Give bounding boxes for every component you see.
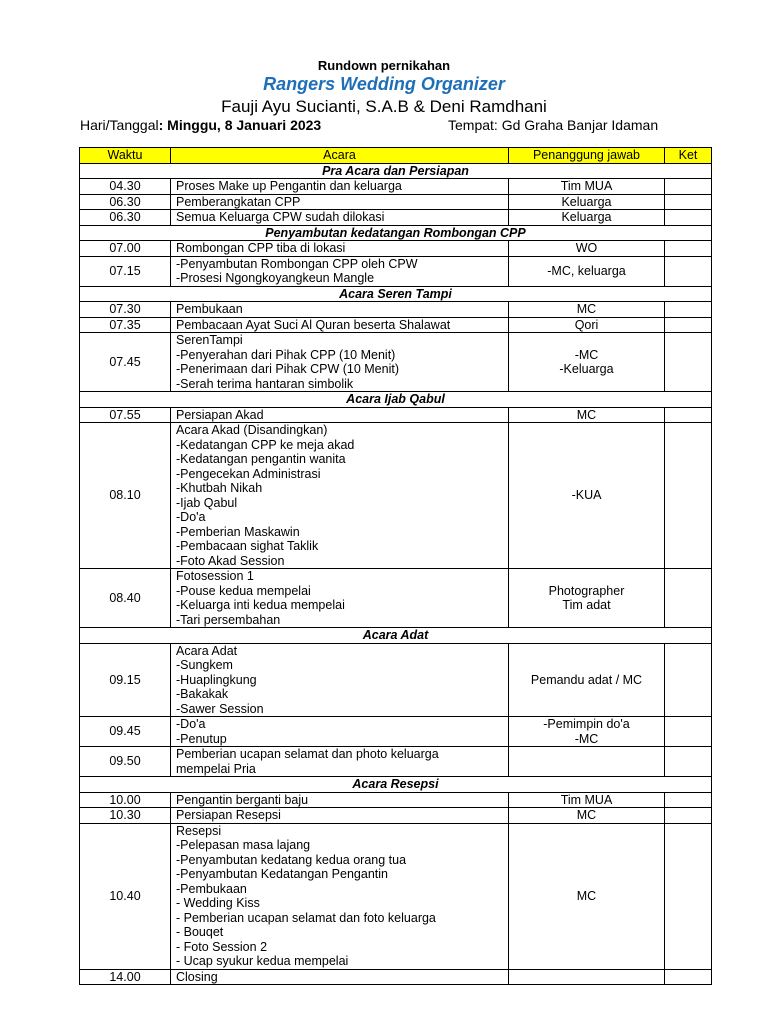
activity-cell bbox=[171, 302, 509, 318]
time-cell: 10.40 bbox=[80, 823, 171, 969]
activity-cell bbox=[171, 969, 509, 985]
activity-line: -Serah terima hantaran simbolik bbox=[176, 376, 354, 391]
responsible-line: Keluarga bbox=[561, 210, 612, 224]
responsible-cell bbox=[509, 423, 665, 569]
activity-line: -Kedatangan CPP ke meja akad bbox=[176, 437, 355, 452]
table-row bbox=[80, 643, 712, 717]
responsible-cell bbox=[509, 302, 665, 318]
table-row bbox=[80, 423, 712, 569]
couple-names: Fauji Ayu Sucianti, S.A.B & Deni Ramdhani bbox=[221, 97, 547, 116]
responsible-line: -KUA bbox=[571, 488, 602, 503]
table-row bbox=[80, 302, 712, 318]
activity-line: -Pembukaan bbox=[176, 881, 247, 896]
notes-cell bbox=[665, 302, 712, 318]
notes-cell bbox=[665, 333, 712, 392]
activity-line: Acara Adat bbox=[176, 643, 238, 658]
activity-cell bbox=[171, 808, 509, 824]
table-header-row bbox=[80, 148, 712, 164]
activity-line: -Tari persembahan bbox=[176, 612, 281, 627]
activity-line: -Penutup bbox=[176, 731, 227, 746]
responsible-cell bbox=[509, 407, 665, 423]
document-title: Rundown pernikahan bbox=[317, 58, 451, 73]
table-row bbox=[80, 823, 712, 969]
responsible-line: MC bbox=[576, 302, 597, 316]
activity-line: Pengantin berganti baju bbox=[176, 792, 309, 807]
activity-cell bbox=[171, 407, 509, 423]
activity-line: Proses Make up Pengantin dan keluarga bbox=[176, 179, 402, 193]
notes-cell bbox=[665, 969, 712, 985]
section-row bbox=[80, 777, 712, 793]
table-body bbox=[80, 163, 712, 985]
table-row bbox=[80, 256, 712, 286]
activity-line: Pemberian ucapan selamat dan photo keluarga bbox=[176, 747, 439, 761]
activity-line: -Foto Akad Session bbox=[176, 553, 285, 568]
activity-line: -Bakakak bbox=[176, 687, 229, 701]
time-cell: 10.00 bbox=[80, 792, 171, 808]
responsible-cell bbox=[509, 747, 665, 777]
section-row bbox=[80, 225, 712, 241]
activity-line: -Penyambutan Rombongan CPP oleh CPW bbox=[176, 256, 418, 271]
activity-line: Semua Keluarga CPW sudah dilokasi bbox=[176, 210, 385, 224]
activity-line: -Do'a bbox=[176, 717, 206, 731]
date-label: Hari/Tanggal bbox=[80, 117, 159, 133]
time-cell: 09.45 bbox=[80, 717, 171, 747]
table-row bbox=[80, 317, 712, 333]
activity-line: -Kedatangan pengantin wanita bbox=[176, 452, 346, 466]
responsible-line: Pemandu adat / MC bbox=[530, 672, 643, 687]
rundown-table bbox=[79, 147, 712, 985]
activity-cell bbox=[171, 210, 509, 226]
responsible-line: Tim MUA bbox=[560, 792, 613, 807]
event-place: Tempat: Gd Graha Banjar Idaman bbox=[448, 117, 659, 133]
responsible-line: -MC bbox=[574, 347, 599, 362]
responsible-line: -Keluarga bbox=[559, 362, 614, 376]
responsible-cell bbox=[509, 823, 665, 969]
responsible-line: Tim adat bbox=[562, 598, 611, 612]
activity-line: -Pelepasan masa lajang bbox=[176, 838, 311, 852]
activity-cell bbox=[171, 423, 509, 569]
activity-line: Pembukaan bbox=[176, 302, 243, 316]
notes-cell bbox=[665, 194, 712, 210]
activity-line: - Foto Session 2 bbox=[176, 939, 268, 954]
activity-line: -Do'a bbox=[176, 510, 206, 524]
section-row bbox=[80, 163, 712, 179]
section-heading: Acara Resepsi bbox=[80, 777, 712, 793]
organizer-name: Rangers Wedding Organizer bbox=[263, 74, 505, 94]
time-cell: 09.50 bbox=[80, 747, 171, 777]
activity-line: SerenTampi bbox=[176, 333, 243, 347]
responsible-line: WO bbox=[575, 241, 598, 255]
responsible-line: Qori bbox=[574, 317, 599, 332]
responsible-line: Keluarga bbox=[561, 194, 612, 209]
activity-line: -Penyambutan Kedatangan Pengantin bbox=[176, 867, 388, 881]
activity-line: -Huaplingkung bbox=[176, 672, 257, 687]
responsible-line: Photographer bbox=[548, 583, 625, 598]
responsible-line: -MC bbox=[574, 731, 599, 746]
section-heading: Acara Ijab Qabul bbox=[80, 392, 712, 408]
notes-cell bbox=[665, 317, 712, 333]
responsible-cell bbox=[509, 317, 665, 333]
activity-cell bbox=[171, 569, 509, 628]
activity-line: Pembacaan Ayat Suci Al Quran beserta Shalawat bbox=[176, 317, 451, 332]
responsible-cell bbox=[509, 643, 665, 717]
activity-cell bbox=[171, 643, 509, 717]
notes-cell bbox=[665, 747, 712, 777]
time-cell: 08.40 bbox=[80, 569, 171, 628]
activity-line: -Pembacaan sighat Taklik bbox=[176, 539, 319, 553]
table-row bbox=[80, 179, 712, 195]
notes-cell bbox=[665, 792, 712, 808]
time-cell: 09.15 bbox=[80, 643, 171, 717]
activity-line: Rombongan CPP tiba di lokasi bbox=[176, 241, 346, 255]
column-header-acara: Acara bbox=[171, 148, 509, 164]
activity-cell bbox=[171, 792, 509, 808]
notes-cell bbox=[665, 179, 712, 195]
activity-cell bbox=[171, 317, 509, 333]
time-cell: 14.00 bbox=[80, 969, 171, 985]
time-cell: 07.35 bbox=[80, 317, 171, 333]
notes-cell bbox=[665, 256, 712, 286]
date-value: : Minggu, 8 Januari 2023 bbox=[158, 117, 322, 133]
responsible-line: MC bbox=[576, 888, 597, 903]
activity-line: - Ucap syukur kedua mempelai bbox=[176, 954, 349, 968]
responsible-line: -Pemimpin do'a bbox=[543, 717, 630, 731]
activity-line: -Pemberian Maskawin bbox=[176, 524, 300, 539]
activity-line: -Prosesi Ngongkoyangkeun Mangle bbox=[176, 271, 375, 285]
activity-line: -Pengecekan Administrasi bbox=[176, 466, 321, 481]
table-row bbox=[80, 808, 712, 824]
section-heading: Pra Acara dan Persiapan bbox=[80, 163, 712, 179]
responsible-cell bbox=[509, 210, 665, 226]
notes-cell bbox=[665, 717, 712, 747]
event-info bbox=[80, 117, 700, 133]
column-header-ket: Ket bbox=[665, 148, 712, 164]
notes-cell bbox=[665, 423, 712, 569]
time-cell: 07.00 bbox=[80, 241, 171, 257]
activity-line: -Keluarga inti kedua mempelai bbox=[176, 598, 345, 612]
activity-cell bbox=[171, 333, 509, 392]
activity-cell bbox=[171, 717, 509, 747]
activity-cell bbox=[171, 179, 509, 195]
time-cell: 07.30 bbox=[80, 302, 171, 318]
notes-cell bbox=[665, 241, 712, 257]
notes-cell bbox=[665, 808, 712, 824]
activity-line: Fotosession 1 bbox=[176, 569, 254, 583]
section-heading: Acara Seren Tampi bbox=[80, 286, 712, 302]
table-row bbox=[80, 333, 712, 392]
column-header-penanggung-jawab: Penanggung jawab bbox=[509, 148, 665, 164]
time-cell: 04.30 bbox=[80, 179, 171, 195]
activity-line: Persiapan Akad bbox=[176, 407, 264, 422]
time-cell: 07.15 bbox=[80, 256, 171, 286]
responsible-line: Tim MUA bbox=[560, 179, 613, 193]
section-heading: Penyambutan kedatangan Rombongan CPP bbox=[80, 225, 712, 241]
section-row bbox=[80, 392, 712, 408]
responsible-line: -MC, keluarga bbox=[547, 263, 626, 278]
activity-line: Persiapan Resepsi bbox=[176, 808, 281, 822]
table-row bbox=[80, 407, 712, 423]
table-row bbox=[80, 747, 712, 777]
responsible-cell bbox=[509, 179, 665, 195]
responsible-cell bbox=[509, 717, 665, 747]
activity-line: -Sawer Session bbox=[176, 701, 264, 716]
table-row bbox=[80, 210, 712, 226]
section-heading: Acara Adat bbox=[80, 628, 712, 644]
responsible-cell bbox=[509, 969, 665, 985]
table-row bbox=[80, 241, 712, 257]
activity-cell bbox=[171, 747, 509, 777]
time-cell: 06.30 bbox=[80, 210, 171, 226]
activity-line: -Ijab Qabul bbox=[176, 495, 238, 510]
activity-line: - Bouqet bbox=[176, 925, 224, 939]
time-cell: 07.55 bbox=[80, 407, 171, 423]
activity-line: -Penyerahan dari Pihak CPP (10 Menit) bbox=[176, 347, 396, 362]
activity-line: Acara Akad (Disandingkan) bbox=[176, 423, 328, 437]
section-row bbox=[80, 286, 712, 302]
notes-cell bbox=[665, 643, 712, 717]
responsible-cell bbox=[509, 256, 665, 286]
activity-cell bbox=[171, 194, 509, 210]
responsible-line: MC bbox=[576, 407, 597, 422]
activity-line: Resepsi bbox=[176, 823, 222, 838]
activity-line: -Khutbah Nikah bbox=[176, 481, 263, 495]
activity-line: - Wedding Kiss bbox=[176, 896, 260, 910]
time-cell: 08.10 bbox=[80, 423, 171, 569]
column-header-waktu: Waktu bbox=[80, 148, 171, 164]
responsible-cell bbox=[509, 569, 665, 628]
activity-line: -Pouse kedua mempelai bbox=[176, 583, 311, 598]
activity-line: -Penerimaan dari Pihak CPW (10 Menit) bbox=[176, 362, 399, 376]
section-row bbox=[80, 628, 712, 644]
responsible-cell bbox=[509, 333, 665, 392]
table-row bbox=[80, 969, 712, 985]
activity-cell bbox=[171, 241, 509, 257]
notes-cell bbox=[665, 210, 712, 226]
table-row bbox=[80, 569, 712, 628]
activity-line: mempelai Pria bbox=[176, 761, 256, 776]
activity-cell bbox=[171, 256, 509, 286]
activity-line: -Penyambutan kedatang kedua orang tua bbox=[176, 852, 407, 867]
notes-cell bbox=[665, 407, 712, 423]
responsible-line: MC bbox=[576, 808, 597, 822]
time-cell: 10.30 bbox=[80, 808, 171, 824]
table-row bbox=[80, 717, 712, 747]
time-cell: 07.45 bbox=[80, 333, 171, 392]
responsible-cell bbox=[509, 808, 665, 824]
responsible-cell bbox=[509, 241, 665, 257]
activity-line: - Pemberian ucapan selamat dan foto keluarga bbox=[176, 910, 436, 925]
notes-cell bbox=[665, 569, 712, 628]
time-cell: 06.30 bbox=[80, 194, 171, 210]
notes-cell bbox=[665, 823, 712, 969]
responsible-cell bbox=[509, 792, 665, 808]
activity-line: Closing bbox=[176, 969, 218, 984]
activity-line: -Sungkem bbox=[176, 658, 233, 672]
table-row bbox=[80, 194, 712, 210]
responsible-cell bbox=[509, 194, 665, 210]
table-row bbox=[80, 792, 712, 808]
activity-cell bbox=[171, 823, 509, 969]
activity-line: Pemberangkatan CPP bbox=[176, 194, 301, 209]
